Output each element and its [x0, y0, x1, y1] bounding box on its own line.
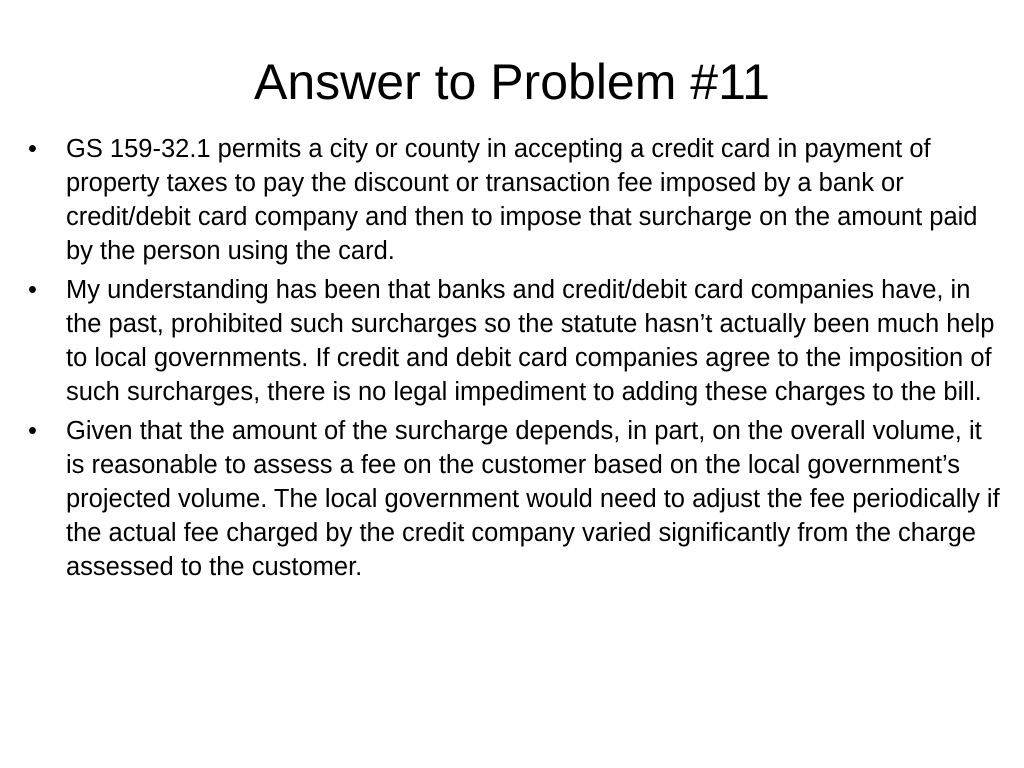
- bullet-item: [28, 273, 1004, 409]
- bullet-icon: •: [28, 135, 37, 163]
- bullet-list: [28, 132, 1004, 589]
- bullet-text: My understanding has been that banks and credit/debit card companies have, in the past, prohibited such surcharges so the statute hasn’t actually been much help to local governments. If credit and debit card companies agree to the imposition of such surcharges, there is no legal impediment to adding these charges to the bill.: [66, 276, 995, 406]
- bullet-text: Given that the amount of the surcharge depends, in part, on the overall volume, it is reasonable to assess a fee on the customer based on the local government’s projected volume. The local government would need to adjust the fee periodically if the actual fee charged by the credit company varied significantly from the charge assessed to the customer.: [66, 417, 1000, 581]
- bullet-item: [28, 414, 1004, 584]
- bullet-item: [28, 132, 1004, 268]
- bullet-icon: •: [28, 276, 37, 304]
- bullet-text: GS 159-32.1 permits a city or county in accepting a credit card in payment of property taxes to pay the discount or transaction fee imposed by a bank or credit/debit card company and then to impose that surcharge on the amount paid by the person using the card.: [66, 135, 978, 265]
- bullet-icon: •: [28, 417, 37, 445]
- slide-title: Answer to Problem #11: [254, 54, 770, 110]
